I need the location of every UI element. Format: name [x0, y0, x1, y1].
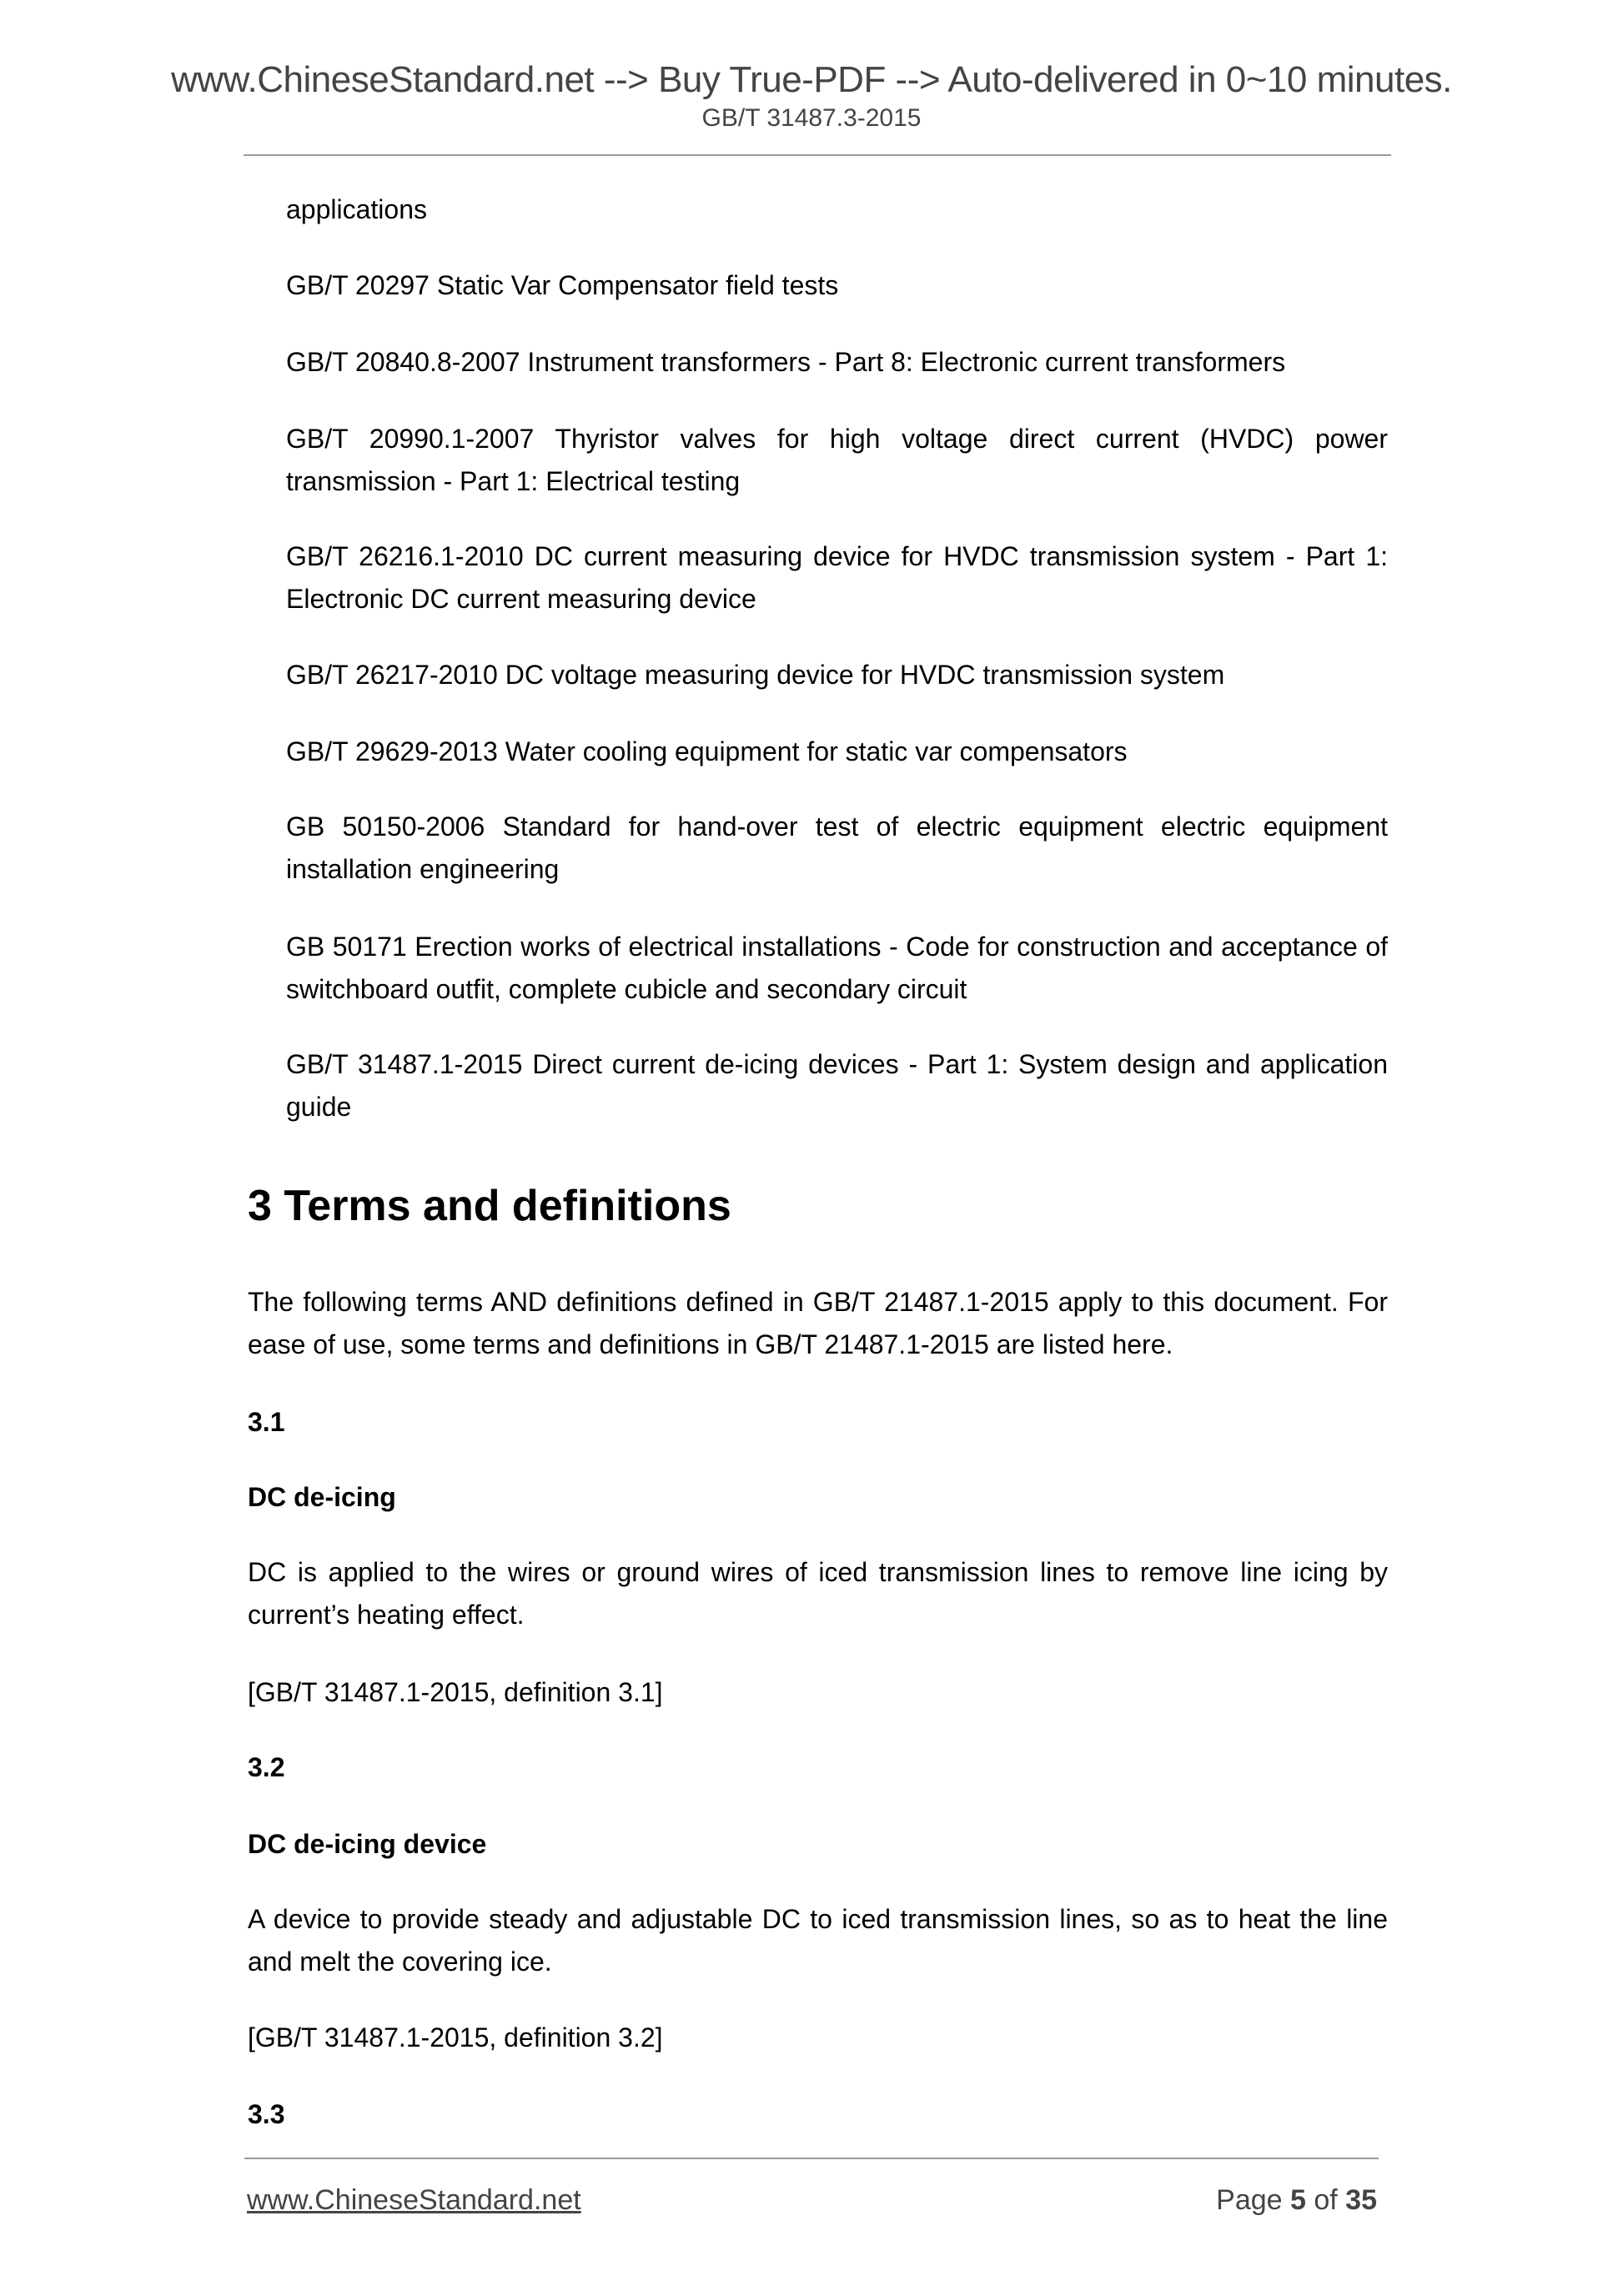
reference-item: GB/T 31487.1-2015 Direct current de-icing devices - Part 1: System design and application guide	[286, 1049, 1388, 1122]
total-pages: 35	[1345, 2184, 1377, 2216]
section-heading: 3 Terms and definitions	[248, 1182, 731, 1230]
reference-item: GB 50171 Erection works of electrical installations - Code for construction and acceptance of switchboard outfit, complete cubicle and secondary circuit	[286, 932, 1388, 1004]
reference-item: GB/T 29629-2013 Water cooling equipment for static var compensators	[286, 736, 1128, 766]
current-page: 5	[1290, 2184, 1306, 2216]
reference-item: GB/T 20990.1-2007 Thyristor valves for high voltage direct current (HVDC) power transmission - Part 1: Electrical testing	[286, 424, 1388, 496]
term-number: 3.2	[248, 1752, 285, 1782]
term-source: [GB/T 31487.1-2015, definition 3.1]	[248, 1677, 663, 1707]
term-definition: DC is applied to the wires or ground wires of iced transmission lines to remove line icing by current’s heating effect.	[248, 1557, 1388, 1630]
term-number: 3.1	[248, 1407, 285, 1437]
reference-item: GB/T 20840.8-2007 Instrument transformers - Part 8: Electronic current transformers	[286, 347, 1286, 377]
reference-item: GB/T 20297 Static Var Compensator field tests	[286, 270, 839, 300]
header-divider	[244, 154, 1391, 156]
term-name: DC de-icing	[248, 1482, 396, 1512]
section-intro: The following terms AND definitions defined in GB/T 21487.1-2015 apply to this document. For ease of use, some terms and definitions in GB/T 21487.1-2015 are listed here.	[248, 1287, 1388, 1359]
term-source: [GB/T 31487.1-2015, definition 3.2]	[248, 2022, 663, 2052]
term-number: 3.3	[248, 2099, 285, 2129]
page-indicator	[1216, 2183, 1377, 2217]
reference-item: GB/T 26217-2010 DC voltage measuring device for HVDC transmission system	[286, 660, 1225, 690]
reference-item: GB/T 26216.1-2010 DC current measuring device for HVDC transmission system - Part 1: Electronic DC current measuring device	[286, 541, 1388, 614]
term-name: DC de-icing device	[248, 1829, 487, 1859]
page-prefix: Page	[1216, 2184, 1290, 2216]
footer-site-link[interactable]: www.ChineseStandard.net	[247, 2184, 581, 2216]
reference-item: applications	[286, 194, 427, 224]
header-banner: www.ChineseStandard.net --> Buy True-PDF --> Auto-delivered in 0~10 minutes.	[171, 59, 1452, 100]
reference-item: GB 50150-2006 Standard for hand-over test of electric equipment electric equipment installation engineering	[286, 811, 1388, 884]
footer-divider	[244, 2158, 1379, 2159]
term-definition: A device to provide steady and adjustable DC to iced transmission lines, so as to heat the line and melt the covering ice.	[248, 1904, 1388, 1977]
page-of: of	[1305, 2184, 1346, 2216]
document-id: GB/T 31487.3-2015	[701, 104, 922, 132]
